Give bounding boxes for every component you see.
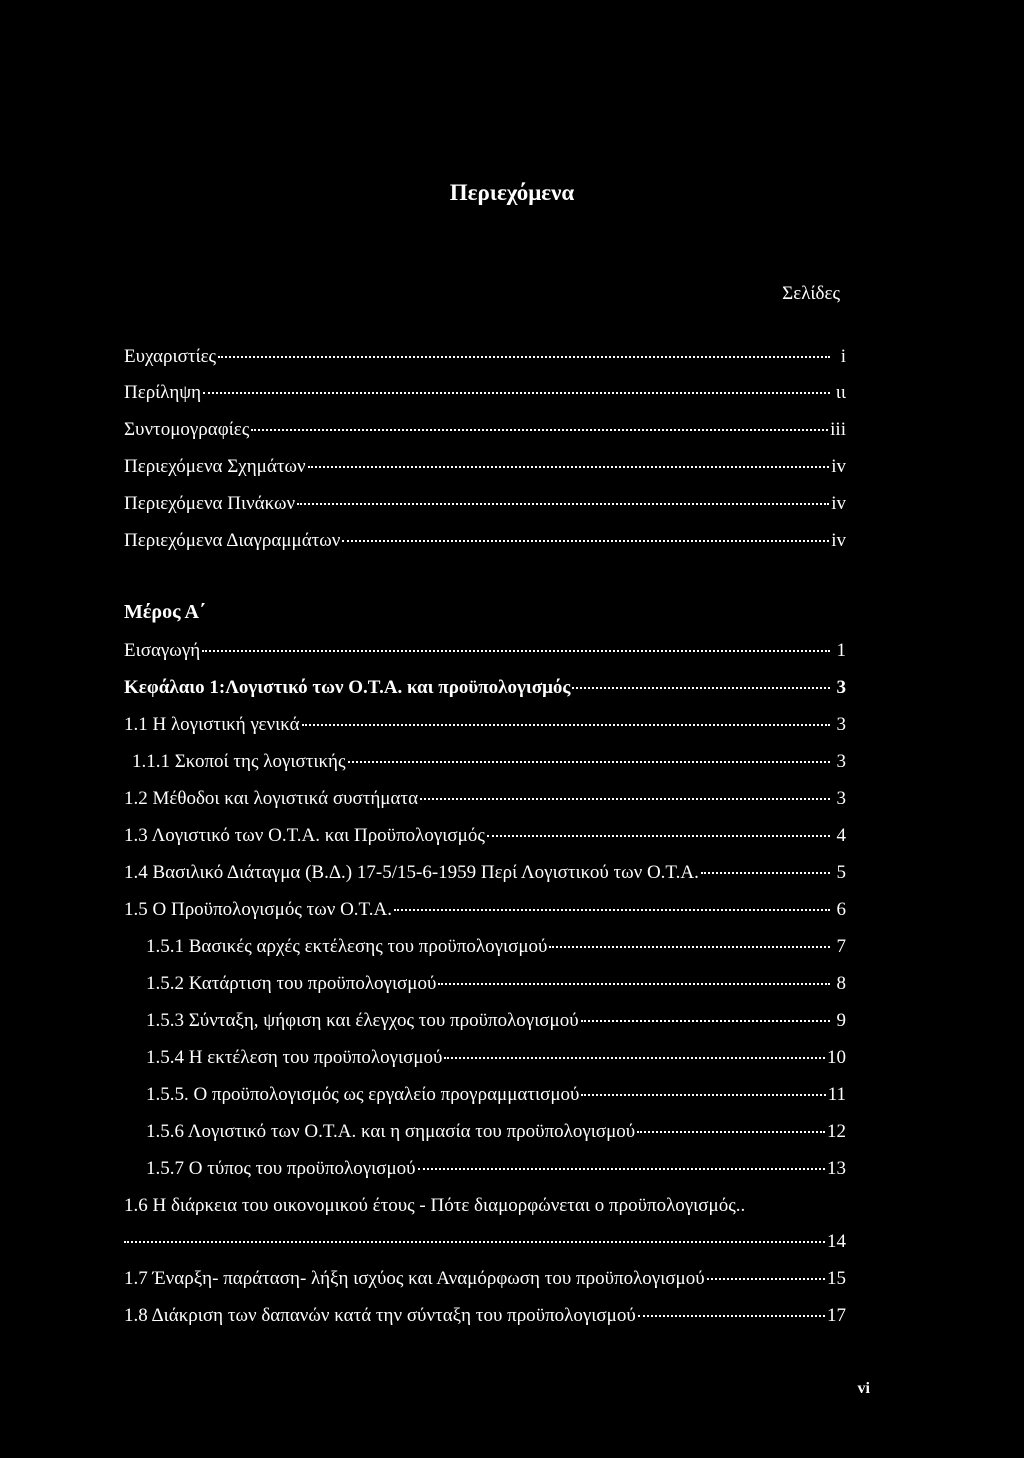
- toc-entry-page: 15: [827, 1268, 846, 1289]
- toc-entry-page: iv: [831, 530, 846, 551]
- dot-leader: [302, 724, 830, 726]
- toc-entry[interactable]: [124, 1193, 846, 1219]
- toc-entry-page: 9: [836, 1010, 846, 1031]
- dot-leader: [581, 1020, 830, 1022]
- toc-entry[interactable]: [124, 860, 846, 886]
- toc-entry[interactable]: [146, 1119, 846, 1145]
- toc-entry[interactable]: [132, 749, 846, 775]
- toc-entry-text: 1.5.1 Βασικές αρχές εκτέλεσης του προϋπολογισμού: [146, 936, 548, 957]
- toc-entry-text: Περιεχόμενα Σχημάτων: [124, 456, 306, 477]
- toc-entry-page: ιι: [835, 382, 846, 403]
- toc-entry-page: i: [840, 346, 846, 367]
- dot-leader: [218, 356, 830, 358]
- toc-entry-text: 1.5.2 Κατάρτιση του προϋπολογισμού: [146, 973, 437, 994]
- dot-leader: [581, 1094, 825, 1096]
- dot-leader: [348, 761, 830, 763]
- toc-entry[interactable]: [124, 712, 846, 738]
- toc-entry[interactable]: [146, 1156, 846, 1182]
- dot-leader: [438, 983, 830, 985]
- toc-entry[interactable]: [124, 823, 846, 849]
- toc-entry-text: Εισαγωγή: [124, 640, 201, 661]
- toc-entry-page: 12: [827, 1121, 846, 1142]
- dot-leader: [444, 1057, 825, 1059]
- toc-entry[interactable]: [124, 454, 846, 480]
- dot-leader: [297, 503, 829, 505]
- toc-entry-page: 10: [827, 1047, 846, 1068]
- dot-leader: [203, 392, 830, 394]
- dot-leader: [572, 687, 830, 689]
- toc-entry-text: 1.5 Ο Προϋπολογισμός των Ο.Τ.Α.: [124, 899, 392, 920]
- toc-entry-text: 1.5.6 Λογιστικό των Ο.Τ.Α. και η σημασία του προϋπολογισμού: [146, 1121, 636, 1142]
- toc-entry[interactable]: [146, 1082, 846, 1108]
- toc-entry-page: 13: [827, 1158, 846, 1179]
- page-number: vi: [857, 1380, 870, 1397]
- toc-entry-page: iv: [831, 493, 846, 514]
- dot-leader: [637, 1131, 825, 1133]
- toc-entry-text: Περιεχόμενα Διαγραμμάτων: [124, 530, 341, 551]
- toc-entry-page: 7: [836, 936, 846, 957]
- toc-entry[interactable]: [146, 934, 846, 960]
- dot-leader: [549, 946, 830, 948]
- toc-entry-text: 1.5.4 Η εκτέλεση του προϋπολογισμού: [146, 1047, 443, 1068]
- toc-entry-page: 3: [836, 751, 846, 772]
- toc-entry-text: Ευχαριστίες: [124, 346, 217, 367]
- toc-entry-text: Περιεχόμενα Πινάκων: [124, 493, 296, 514]
- dot-leader: [420, 798, 830, 800]
- toc-entry[interactable]: [124, 1266, 846, 1292]
- toc-entry-text: 1.6 Η διάρκεια του οικονομικού έτους - Πότε διαμορφώνεται ο προϋπολογισμός..: [124, 1195, 746, 1216]
- toc-entry[interactable]: [146, 971, 846, 997]
- dot-leader: [124, 1241, 825, 1243]
- toc-entry-text: 1.1 Η λογιστική γενικά: [124, 714, 300, 735]
- page-title: Περιεχόμενα: [449, 180, 575, 205]
- toc-entry[interactable]: [124, 675, 846, 701]
- dot-leader: [394, 909, 830, 911]
- toc-entry[interactable]: [124, 344, 846, 370]
- toc-entry-text: 1.5.7 Ο τύπος του προϋπολογισμού: [146, 1158, 416, 1179]
- dot-leader: [418, 1168, 825, 1170]
- toc-entry-page: 5: [836, 862, 846, 883]
- dot-leader: [202, 650, 830, 652]
- toc-entry-page: 8: [836, 973, 846, 994]
- dot-leader: [707, 1278, 825, 1280]
- toc-entry-text: Περίληψη: [124, 382, 202, 403]
- toc-entry[interactable]: [146, 1008, 846, 1034]
- toc-entry[interactable]: [146, 1045, 846, 1071]
- toc-entry-continuation[interactable]: [124, 1229, 846, 1255]
- toc-entry-text: 1.2 Μέθοδοι και λογιστικά συστήματα: [124, 788, 419, 809]
- toc-entry[interactable]: [124, 528, 846, 554]
- part-heading: Μέρος Α΄: [124, 601, 206, 623]
- toc-entry[interactable]: [124, 1303, 846, 1329]
- toc-entry-page: 6: [836, 899, 846, 920]
- toc-entry[interactable]: [124, 638, 846, 664]
- toc-entry[interactable]: [124, 417, 846, 443]
- toc-entry-page: 17: [827, 1305, 846, 1326]
- dot-leader: [638, 1315, 825, 1317]
- toc-entry-text: 1.8 Διάκριση των δαπανών κατά την σύνταξη του προϋπολογισμού: [124, 1305, 636, 1326]
- toc-entry-page: 11: [827, 1084, 846, 1105]
- toc-entry-text: 1.5.5. Ο προϋπολογισμός ως εργαλείο προγραμματισμού: [146, 1084, 580, 1105]
- toc-entry[interactable]: [124, 380, 846, 406]
- toc-entry-text: 1.1.1 Σκοποί της λογιστικής: [132, 751, 346, 772]
- toc-entry-text: 1.3 Λογιστικό των Ο.Τ.Α. και Προϋπολογισμός: [124, 825, 485, 846]
- dot-leader: [487, 835, 830, 837]
- pages-column-label: Σελίδες: [782, 283, 840, 304]
- toc-entry[interactable]: [124, 786, 846, 812]
- toc-entry-text: 1.4 Βασιλικό Διάταγμα (Β.Δ.) 17-5/15-6-1959 Περί Λογιστικού των Ο.Τ.Α.: [124, 862, 699, 883]
- dot-leader: [308, 466, 830, 468]
- toc-entry-page: 3: [836, 677, 846, 698]
- toc-entry[interactable]: [124, 491, 846, 517]
- toc-entry-text: 1.7 Έναρξη- παράταση- λήξη ισχύος και Αναμόρφωση του προϋπολογισμού: [124, 1268, 705, 1289]
- toc-entry-text: Κεφάλαιο 1:Λογιστικό των Ο.Τ.Α. και προϋπολογισμός: [124, 677, 571, 698]
- dot-leader: [251, 429, 828, 431]
- toc-entry-page: iii: [830, 419, 846, 440]
- dot-leader: [342, 540, 829, 542]
- toc-entry-page: 1: [836, 640, 846, 661]
- toc-entry[interactable]: [124, 897, 846, 923]
- toc-entry-text: 1.5.3 Σύνταξη, ψήφιση και έλεγχος του προϋπολογισμού: [146, 1010, 579, 1031]
- dot-leader: [701, 872, 830, 874]
- toc-entry-text: Συντομογραφίες: [124, 419, 250, 440]
- toc-entry-page: 3: [836, 788, 846, 809]
- toc-entry-page: 14: [827, 1231, 846, 1252]
- toc-entry-page: iv: [831, 456, 846, 477]
- toc-entry-page: 4: [836, 825, 846, 846]
- toc-entry-page: 3: [836, 714, 846, 735]
